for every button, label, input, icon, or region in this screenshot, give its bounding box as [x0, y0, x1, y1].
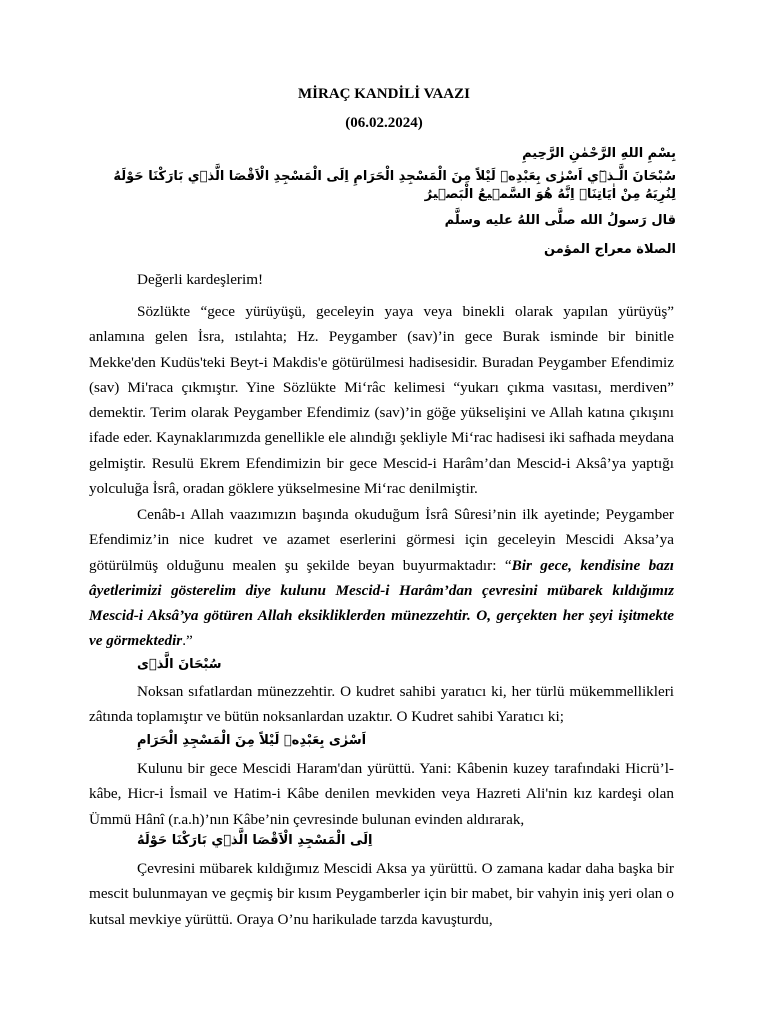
paragraph-4: Kulunu bir gece Mescidi Haram'dan yürüttü. Yani: Kâbenin kuzey tarafındaki Hicrü’l-kâbe, Hicr-i İsmail ve Hatim-i Kâbe denilen mevkiden veya Hazreti Ali'nin kız kardeşi olan Ümmü Hânî (r.a.h)’nın Kâbe’nin çevresinde bulunan evinden aldırarak, [89, 760, 674, 828]
document-date: (06.02.2024) [345, 115, 423, 131]
verse-meaning-quote: Bir gece, kendisine bazı âyetlerimizi gösterelim diye kulunu Mescid-i Harâm’dan çevresini mübarek kıldığımız Mescid-i Aksâ’ya götüren Allah eksikliklerden münezzehtir. O, gerçekten her şeyi işitmekte ve görmektedir [89, 556, 674, 650]
hadith-intro: قال رَسولُ الله صلَّى اللهُ عليه وسلَّم [444, 213, 676, 228]
arabic-verse: سُبْحَانَ الَّـذ۪ٓي اَسْرٰى بِعَبْدِه۪ لَيْلاً مِنَ الْمَسْجِدِ الْحَرَامِ اِلَى الْمَسْجِدِ الْاَقْصَا الَّذ۪ي بَارَكْنَا حَوْلَهُ لِنُرِيَهُ مِنْ اٰيَاتِنَاۜ اِنَّهُ هُوَ السَّم۪يعُ الْبَص۪يرُ [113, 169, 676, 202]
document-title: MİRAÇ KANDİLİ VAAZI [298, 86, 470, 102]
arabic-phrase-2: اَسْرٰى بِعَبْدِه۪ لَيْلاً مِنَ الْمَسْجِدِ الْحَرَامِ [137, 733, 367, 748]
paragraph-3: Noksan sıfatlardan münezzehtir. O kudret sahibi yaratıcı ki, her türlü mükemmellikleri zâtında toplamıştır ve bütün noksanlardan uzaktır. O Kudret sahibi Yaratıcı ki; [89, 683, 674, 726]
greeting: Değerli kardeşlerim! [137, 271, 264, 288]
arabic-phrase-3: اِلَى الْمَسْجِدِ الْاَقْصَا الَّذ۪ي بَارَكْنَا حَوْلَهُ [137, 833, 373, 848]
paragraph-1: Sözlükte “gece yürüyüşü, geceleyin yaya veya binekli olarak yapılan yürüyüş” anlamına gelen İsra, ıstılahta; Hz. Peygamber (sav)’in gece Burak isminde bir binitle Mekke'den Kudüs'teki Beyt-i Makdis'e götürülmesi hadisesidir. Buradan Peygamber Efendimiz (sav) Mi'raca çıkmıştır. Yine Sözlükte Mi‘râc kelimesi “yukarı çıkma vasıtası, merdiven” demektir. Terim olarak Peygamber Efendimiz (sav)’in göğe yükselişini ve Allah katına çıkışını ifade eder. Kaynaklarımızda genellikle ele alındığı şekliyle Mi‘rac hadisesi iki safhada meydana gelmiştir. Resulü Ekrem Efendimizin bir gece Mescid-i Harâm’dan Mescid-i Aksâ’ya yaptığı yolculuğa İsrâ, oradan göklere yükselmesine Mi‘rac denilmiştir. [89, 303, 674, 498]
hadith-text: الصلاة معراج المؤمن [544, 242, 676, 257]
basmala: بِسْمِ اللهِ الرَّحْمٰنِ الرَّحِيمِ [522, 146, 676, 161]
paragraph-2-intro: Cenâb-ı Allah vaazımızın başında okuduğum İsrâ Sûresi’nin ilk ayetinde; Peygamber Efendimiz’in nice kudret ve azamet eserlerini görmesi için geceleyin Mescidi Aksa’ya götürülmüş olduğunu mealen şu şekilde beyan buyurmaktadır: “ [89, 506, 674, 574]
arabic-phrase-1: سُبْحَانَ الَّذ۪ى [137, 657, 222, 672]
paragraph-2-end: .” [182, 632, 193, 650]
paragraph-2 [89, 502, 674, 654]
paragraph-5: Çevresini mübarek kıldığımız Mescidi Aksa ya yürüttü. O zamana kadar daha başka bir mescit bulunmayan ve geçmiş bir kısım Peygamberler için bir mabet, bir vahyin iniş yeri olan o kutsal mevkiye yürüttü. Oraya O’nu harikulade tarzda kavuşturdu, [89, 860, 674, 928]
